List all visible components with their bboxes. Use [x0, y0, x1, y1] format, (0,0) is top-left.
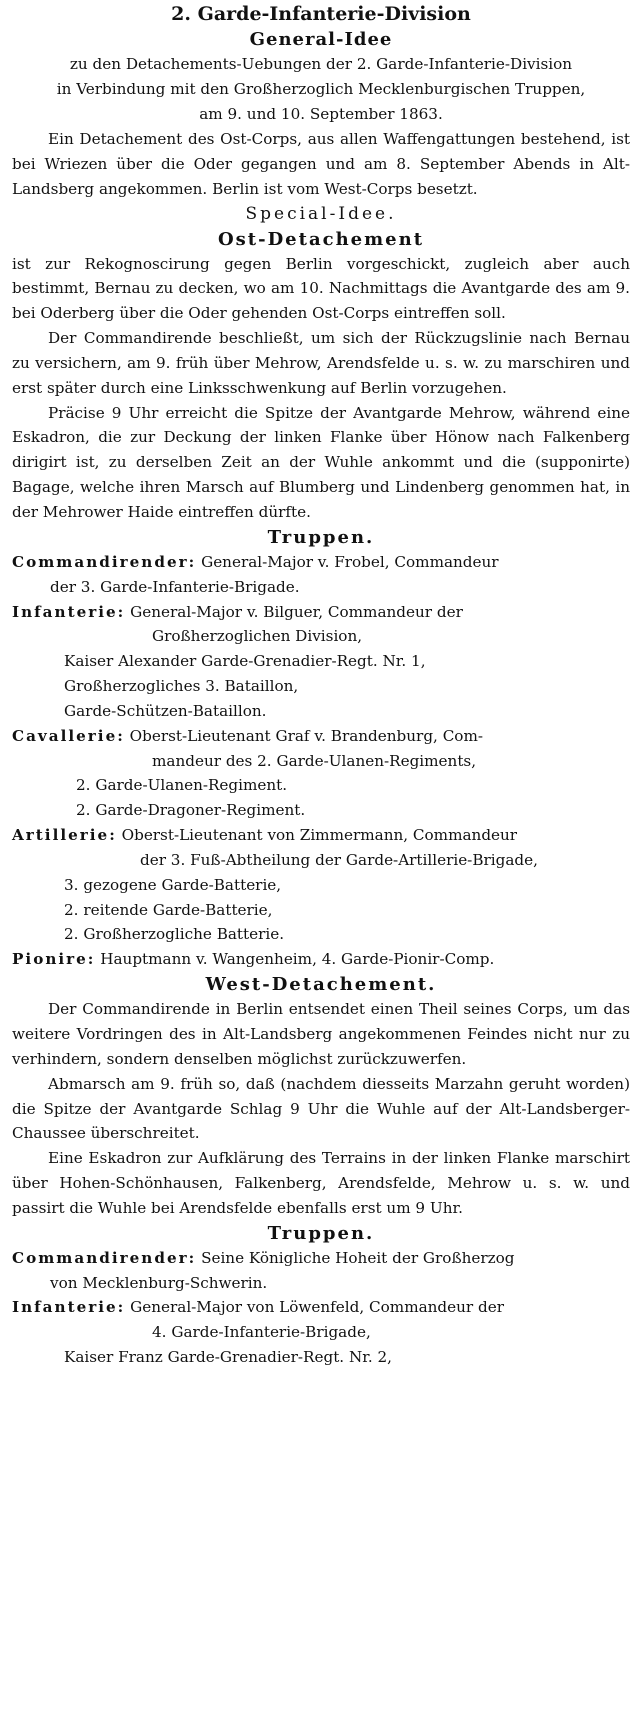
division-title: 2. Garde-Infanterie-Division: [171, 3, 471, 25]
west-detachement-heading: West-Detachement.: [205, 974, 437, 996]
ost-infanterie-unit: Kaiser Alexander Garde-Grenadier-Regt. Nr. 1,: [64, 652, 426, 671]
ost-infanterie-label: Infanterie:: [12, 602, 126, 621]
west-infanterie-line-1: General-Major von Löwenfeld, Commandeur der: [130, 1298, 504, 1317]
ost-commandirender-line-2: der 3. Garde-Infanterie-Brigade.: [50, 577, 300, 596]
ost-paragraph-1: ist zur Rekognoscirung gegen Berlin vorgeschickt, zugleich aber auch bestimmt, Bernau zu decken, wo am 10. Nachmittags die Avantgarde des am 9. bei Oderberg über die Oder gehenden Ost-Corps eintreffen soll.: [12, 254, 630, 323]
ost-artillerie-line-1: Oberst-Lieutenant von Zimmermann, Commandeur: [121, 826, 518, 845]
ost-cavallerie-unit: 2. Garde-Ulanen-Regiment.: [76, 776, 288, 795]
ost-cavallerie-entry: [12, 724, 630, 749]
ost-paragraph-3: Präcise 9 Uhr erreicht die Spitze der Avantgarde Mehrow, während eine Eskadron, die zur Deckung der linken Flanke über Hönow nach Falkenberg dirigirt ist, zu derselben Zeit an der Wuhle ankommt und die (supponirte) Bagage, welche ihren Marsch auf Blumberg und Lindenberg genommen hat, in der Mehrower Haide eintreffen dürfte.: [12, 403, 630, 521]
west-infanterie-unit: Kaiser Franz Garde-Grenadier-Regt. Nr. 2,: [64, 1348, 392, 1367]
intro-line-3: am 9. und 10. September 1863.: [199, 105, 443, 123]
west-infanterie-line-2: 4. Garde-Infanterie-Brigade,: [152, 1323, 371, 1342]
ost-truppen-heading: Truppen.: [267, 526, 375, 548]
ost-detachement-heading: Ost-Detachement: [217, 228, 425, 250]
ost-pionire-entry: [12, 947, 630, 972]
general-idee-paragraph: Ein Detachement des Ost-Corps, aus allen Waffengattungen bestehend, ist bei Wriezen über die Oder gegangen und am 8. September Abends in Alt-Landsberg angekommen. Berlin ist vom West-Corps besetzt.: [12, 130, 630, 198]
ost-cavallerie-line-1: Oberst-Lieutenant Graf v. Brandenburg, Com-: [129, 726, 483, 745]
west-commandirender-line-1: Seine Königliche Hoheit der Großherzog: [201, 1248, 515, 1267]
west-commandirender-line-2: von Mecklenburg-Schwerin.: [50, 1273, 268, 1292]
ost-cavallerie-unit: 2. Garde-Dragoner-Regiment.: [76, 801, 306, 820]
ost-paragraph-2: Der Commandirende beschließt, um sich der Rückzugslinie nach Bernau zu versichern, am 9. früh über Mehrow, Arendsfelde u. s. w. zu marschiren und erst später durch eine Linksschwenkung auf Berlin vorzugehen.: [12, 329, 630, 397]
ost-artillerie-unit: 2. Großherzogliche Batterie.: [64, 925, 285, 944]
ost-commandirender-entry: [12, 550, 630, 575]
general-idee-heading: General-Idee: [249, 29, 393, 50]
ost-artillerie-line-2: der 3. Fuß-Abtheilung der Garde-Artillerie-Brigade,: [140, 850, 538, 869]
ost-pionire-text: Hauptmann v. Wangenheim, 4. Garde-Pionir-Comp.: [100, 950, 495, 969]
ost-commandirender-label: Commandirender:: [12, 552, 197, 571]
west-commandirender-entry: [12, 1246, 630, 1271]
intro-line-1: zu den Detachements-Uebungen der 2. Garde-Infanterie-Division: [69, 55, 573, 73]
west-paragraph-1: Der Commandirende in Berlin entsendet einen Theil seines Corps, um das weitere Vordringen des in Alt-Landsberg angekommenen Feindes nicht nur zu verhindern, sondern denselben möglichst zurückzuwerfen.: [12, 1000, 630, 1068]
west-paragraph-3: Eine Eskadron zur Aufklärung des Terrains in der linken Flanke marschirt über Hohen-Schönhausen, Falkenberg, Arendsfelde, Mehrow u. s. w. und passirt die Wuhle bei Arendsfelde ebenfalls erst um 9 Uhr.: [12, 1149, 630, 1217]
west-infanterie-label: Infanterie:: [12, 1298, 126, 1317]
ost-infanterie-unit: Großherzogliches 3. Bataillon,: [64, 677, 299, 696]
ost-cavallerie-line-2: mandeur des 2. Garde-Ulanen-Regiments,: [152, 751, 477, 770]
ost-infanterie-entry: [12, 600, 630, 625]
west-commandirender-label: Commandirender:: [12, 1248, 197, 1267]
west-truppen-heading: Truppen.: [267, 1222, 375, 1244]
ost-infanterie-line-2: Großherzoglichen Division,: [152, 627, 363, 646]
document-page: [0, 2, 640, 1718]
ost-infanterie-unit: Garde-Schützen-Bataillon.: [64, 701, 267, 720]
ost-pionire-label: Pionire:: [12, 950, 96, 969]
intro-line-2: in Verbindung mit den Großherzoglich Mecklenburgischen Truppen,: [56, 80, 586, 98]
ost-artillerie-unit: 3. gezogene Garde-Batterie,: [64, 875, 282, 894]
ost-artillerie-unit: 2. reitende Garde-Batterie,: [64, 900, 273, 919]
ost-commandirender-line-1: General-Major v. Frobel, Commandeur: [201, 552, 499, 571]
ost-artillerie-entry: [12, 823, 630, 848]
west-infanterie-entry: [12, 1295, 630, 1320]
special-idee-heading: Special-Idee.: [245, 203, 397, 224]
ost-artillerie-label: Artillerie:: [12, 826, 117, 845]
ost-infanterie-line-1: General-Major v. Bilguer, Commandeur der: [130, 602, 463, 621]
ost-cavallerie-label: Cavallerie:: [12, 726, 125, 745]
west-paragraph-2: Abmarsch am 9. früh so, daß (nachdem diesseits Marzahn geruht worden) die Spitze der Avantgarde Schlag 9 Uhr die Wuhle auf der Alt-Landsberger-Chaussee überschreitet.: [12, 1074, 630, 1143]
